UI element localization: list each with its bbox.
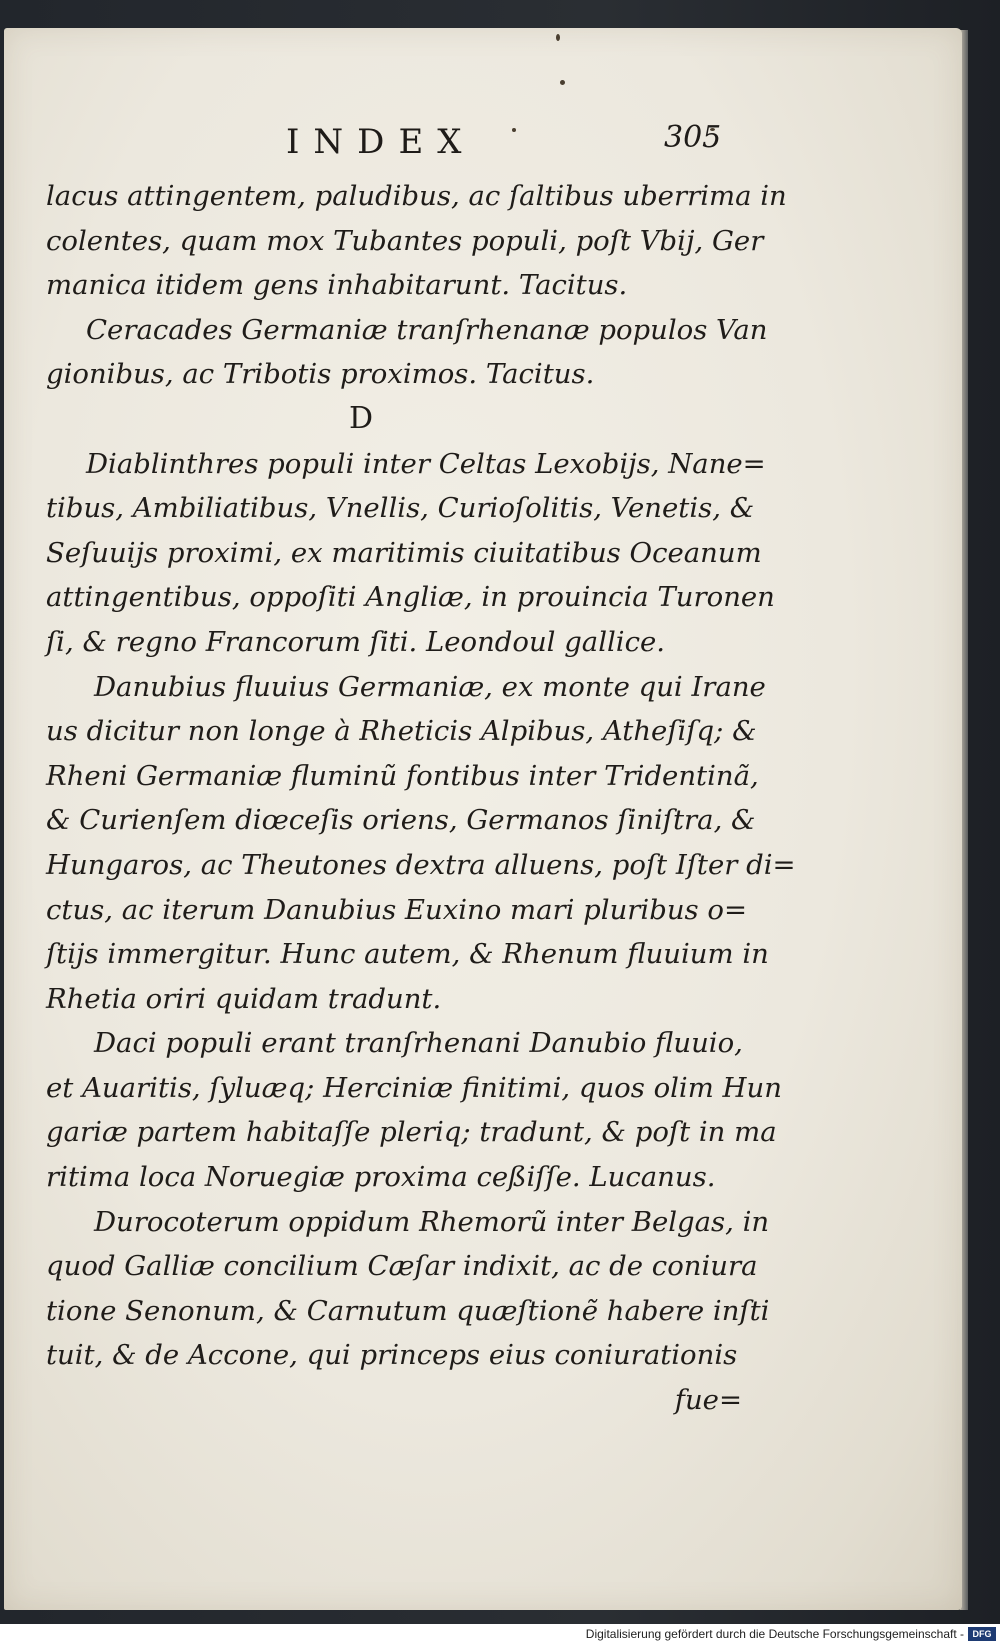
text-line: tione Senonum, & Carnutum quæſtionẽ habere inſti <box>46 1294 770 1327</box>
text-line: Daci populi erant tranſrhenani Danubio fluuio, <box>94 1027 743 1060</box>
text-line: & Curienſem diœceſis oriens, Germanos ſiniſtra, & <box>46 804 756 837</box>
section-letter: D <box>348 400 374 436</box>
text-line: us dicitur non longe à Rheticis Alpibus, Atheſiſq; & <box>46 715 757 748</box>
text-line: gionibus, ac Tribotis proximos. Tacitus. <box>46 358 595 391</box>
text-line: ſtijs immergitur. Hunc autem, & Rhenum fluuium in <box>46 938 769 971</box>
text-line: quod Galliæ concilium Cæſar indixit, ac de coniura <box>46 1250 758 1283</box>
index-text <box>46 174 796 1423</box>
text-line: tuit, & de Accone, qui princeps eius coniurationis <box>46 1339 738 1372</box>
text-line: colentes, quam mox Tubantes populi, poſt Vbij, Ger <box>46 224 764 257</box>
book-page <box>4 28 962 1610</box>
dfg-logo-icon: DFG <box>968 1627 996 1641</box>
paper-speck <box>560 80 565 85</box>
text-line: Ceracades Germaniæ tranſrhenanæ populos Van <box>86 313 768 346</box>
footer-bar <box>0 1624 1000 1645</box>
text-line: et Auaritis, ſyluæq; Herciniæ finitimi, quos olim Hun <box>46 1071 782 1104</box>
text-line: manica itidem gens inhabitarunt. Tacitus. <box>46 269 628 302</box>
page-number: 305 <box>664 120 722 155</box>
text-line: Durocoterum oppidum Rhemorũ inter Belgas, in <box>94 1205 770 1238</box>
text-line: Danubius fluuius Germaniæ, ex monte qui Irane <box>94 670 766 703</box>
text-line: Diablinthres populi inter Celtas Lexobijs, Nane= <box>86 447 766 480</box>
text-line: tibus, Ambiliatibus, Vnellis, Curioſolitis, Venetis, & <box>46 492 755 525</box>
text-line: lacus attingentem, paludibus, ac ſaltibus uberrima in <box>46 180 787 212</box>
paper-speck <box>556 34 560 41</box>
page-header <box>4 94 962 162</box>
catchword: fue= <box>674 1384 742 1417</box>
text-line: Seſuuijs proximi, ex maritimis ciuitatibus Oceanum <box>46 536 762 569</box>
text-line: attingentibus, oppoſiti Angliæ, in prouincia Turonen <box>46 581 775 614</box>
funding-notice: Digitalisierung gefördert durch die Deutsche Forschungsgemeinschaft - <box>585 1627 964 1641</box>
text-line: Hungaros, ac Theutones dextra alluens, poſt Iſter di= <box>46 848 796 881</box>
text-line: ſi, & regno Francorum ſiti. Leondoul gallice. <box>46 625 665 658</box>
text-line: ritima loca Noruegiæ proxima ceßiſſe. Lucanus. <box>46 1161 716 1194</box>
text-line: Rhetia oriri quidam tradunt. <box>46 982 442 1015</box>
running-head: INDEX <box>286 122 476 162</box>
text-line: gariæ partem habitaſſe pleriq; tradunt, & poſt in ma <box>46 1116 777 1149</box>
text-line: ctus, ac iterum Danubius Euxino mari pluribus o= <box>46 893 747 926</box>
text-line: Rheni Germaniæ fluminũ fontibus inter Tridentinã, <box>46 759 759 792</box>
